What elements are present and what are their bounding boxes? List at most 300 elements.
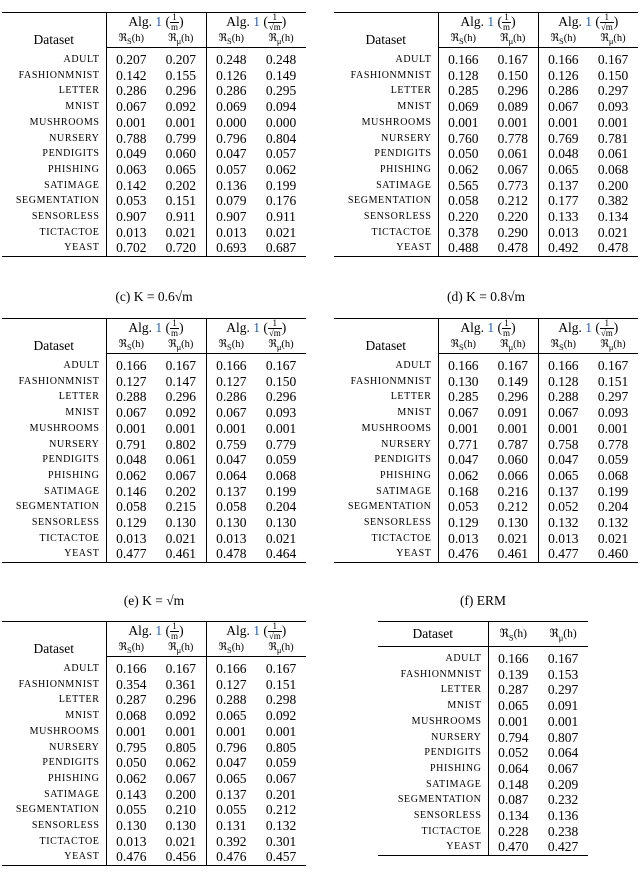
value-cell: 0.130 — [438, 374, 488, 390]
alg-ref-link[interactable]: 1 — [585, 319, 592, 335]
value-cell: 0.136 — [206, 178, 256, 194]
dataset-header: Dataset — [334, 13, 438, 48]
table-row — [334, 99, 638, 115]
table-row — [334, 405, 638, 421]
value-cell: 0.153 — [547, 666, 579, 682]
metric-s-label: ℜ$_S$(h) — [550, 339, 577, 353]
value-cell: 0.050 — [438, 146, 488, 162]
value-cell: 0.065 — [538, 162, 588, 178]
value-cell: 0.127 — [206, 374, 256, 390]
value-cell: 0.799 — [165, 130, 196, 146]
dataset-name: NURSERY — [431, 731, 482, 743]
value-cell: 0.057 — [265, 146, 297, 162]
value-cell: 0.287 — [106, 692, 156, 708]
table-row — [378, 647, 588, 667]
metric-mu-label: ℜ$_\mu$(h) — [549, 627, 577, 643]
value-cell: 0.167 — [497, 52, 528, 67]
value-cell: 0.285 — [438, 83, 488, 99]
table-row — [2, 724, 306, 740]
value-cell: 0.137 — [538, 484, 588, 500]
alg-ref-link[interactable]: 1 — [585, 13, 592, 29]
value-cell: 0.210 — [165, 802, 196, 818]
table-row — [334, 68, 638, 84]
dataset-name: LETTER — [440, 684, 482, 696]
value-cell: 0.130 — [165, 515, 196, 531]
value-cell: 0.687 — [256, 240, 306, 256]
table-row — [378, 839, 588, 855]
frac-1: $\frac{1}{m}$ — [503, 12, 511, 32]
alg-label: Alg. 1 ( $\frac{1}{m}$ ) — [128, 12, 184, 32]
value-cell: 0.052 — [538, 499, 588, 515]
value-cell: 0.457 — [256, 849, 306, 865]
table-row — [2, 209, 306, 225]
alg-label: Alg. 1 ( $\frac{1}{√m}$ ) — [226, 621, 287, 641]
value-cell: 0.013 — [538, 225, 588, 241]
dataset-name: SEGMENTATION — [15, 501, 100, 513]
metric-mu-label: ℜ$_\mu$(h) — [600, 339, 626, 353]
dataset-name: LETTER — [58, 391, 100, 403]
table-row — [2, 48, 306, 68]
dataset-name: TICTACTOE — [39, 532, 100, 544]
results-table — [378, 621, 588, 856]
value-cell: 0.199 — [265, 177, 297, 193]
value-cell: 0.130 — [265, 515, 297, 531]
results-table — [334, 318, 638, 563]
table-row — [378, 808, 588, 824]
value-cell: 0.069 — [438, 99, 488, 115]
value-cell: 0.146 — [106, 484, 156, 500]
value-cell: 0.166 — [206, 657, 256, 677]
value-cell: 0.151 — [265, 676, 297, 692]
table-row — [378, 682, 588, 698]
table-row — [334, 546, 638, 562]
dataset-name: FASHIONMNIST — [350, 375, 432, 387]
table-row — [2, 83, 306, 99]
metric-s-label: ℜ$_S$(h) — [118, 33, 145, 47]
table-row — [334, 437, 638, 453]
value-cell: 0.142 — [106, 178, 156, 194]
value-cell: 0.058 — [106, 499, 156, 515]
dataset-name: PHISHING — [430, 762, 482, 774]
value-cell: 0.131 — [206, 818, 256, 834]
table-f — [378, 621, 588, 856]
value-cell: 0.166 — [438, 354, 488, 374]
value-cell: 0.176 — [265, 193, 297, 209]
value-cell: 0.296 — [165, 83, 196, 99]
value-cell: 0.062 — [265, 161, 297, 177]
table-row — [334, 389, 638, 405]
value-cell: 0.478 — [206, 546, 256, 562]
metric-mu-label: ℜ$_\mu$(h) — [168, 339, 194, 353]
results-table — [334, 12, 638, 257]
value-cell: 0.382 — [597, 193, 629, 209]
value-cell: 0.804 — [265, 130, 297, 146]
value-cell: 0.134 — [597, 209, 629, 225]
value-cell: 0.091 — [497, 405, 528, 421]
value-cell: 0.021 — [165, 530, 196, 546]
value-cell: 0.212 — [497, 499, 528, 515]
value-cell: 0.167 — [165, 358, 196, 373]
value-cell: 0.220 — [497, 209, 528, 225]
value-cell: 0.461 — [156, 546, 206, 562]
value-cell: 0.130 — [106, 818, 156, 834]
dataset-name: TICTACTOE — [39, 835, 100, 847]
value-cell: 0.067 — [165, 467, 196, 483]
value-cell: 0.001 — [165, 723, 196, 739]
value-cell: 0.470 — [488, 839, 538, 855]
value-cell: 0.001 — [106, 115, 156, 131]
metric-mu-label: ℜ$_\mu$(h) — [268, 339, 294, 353]
value-cell: 0.021 — [265, 530, 297, 546]
value-cell: 0.089 — [497, 99, 528, 115]
dataset-name: PHISHING — [380, 163, 432, 175]
value-cell: 0.911 — [266, 209, 296, 225]
value-cell: 0.794 — [488, 730, 538, 746]
dataset-name: FASHIONMNIST — [18, 678, 100, 690]
value-cell: 0.069 — [206, 99, 256, 115]
alg-ref-link[interactable]: 1 — [253, 13, 260, 29]
value-cell: 0.067 — [497, 161, 528, 177]
value-cell: 0.148 — [488, 777, 538, 793]
table-row — [2, 193, 306, 209]
value-cell: 0.207 — [165, 52, 196, 67]
dataset-name: ADULT — [63, 53, 100, 65]
value-cell: 0.228 — [488, 824, 538, 840]
dataset-name: FASHIONMNIST — [350, 69, 432, 81]
metric-s-label: ℜ$_S$(h) — [550, 33, 577, 47]
value-cell: 0.058 — [206, 499, 256, 515]
value-cell: 0.001 — [206, 724, 256, 740]
value-cell: 0.001 — [106, 421, 156, 437]
value-cell: 0.167 — [265, 661, 297, 676]
dataset-name: YEAST — [334, 546, 438, 562]
table-row — [378, 824, 588, 840]
value-cell: 0.150 — [597, 67, 629, 83]
value-cell: 0.048 — [106, 452, 156, 468]
dataset-name: SENSORLESS — [31, 820, 100, 832]
value-cell: 0.301 — [265, 833, 297, 849]
value-cell: 0.378 — [438, 225, 488, 241]
alg-ref-link[interactable]: 1 — [155, 622, 163, 638]
table-row — [2, 115, 306, 131]
value-cell: 0.202 — [165, 177, 196, 193]
value-cell: 0.212 — [497, 193, 528, 209]
dataset-name: SATIMAGE — [376, 179, 432, 191]
dataset-name: ADULT — [63, 662, 100, 674]
value-cell: 0.058 — [438, 193, 488, 209]
table-row — [334, 484, 638, 500]
value-cell: 0.067 — [438, 405, 488, 421]
metric-mu-label: ℜ$_\mu$(h) — [600, 33, 626, 47]
table-row — [2, 755, 306, 771]
value-cell: 0.001 — [206, 421, 256, 437]
value-cell: 0.177 — [538, 193, 588, 209]
table-row — [2, 515, 306, 531]
frac-1: $\frac{1}{m}$ — [171, 318, 179, 338]
value-cell: 0.055 — [206, 802, 256, 818]
value-cell: 0.199 — [597, 483, 629, 499]
value-cell: 0.476 — [438, 546, 488, 562]
value-cell: 0.060 — [165, 146, 196, 162]
value-cell: 0.769 — [538, 131, 588, 147]
value-cell: 0.565 — [438, 178, 488, 194]
value-cell: 0.130 — [206, 515, 256, 531]
table-row — [2, 146, 306, 162]
value-cell: 0.021 — [265, 224, 297, 240]
dataset-name: SEGMENTATION — [15, 195, 100, 207]
dataset-name: YEAST — [2, 546, 106, 562]
table-row — [2, 818, 306, 834]
table-row — [2, 354, 306, 374]
dataset-name: MUSHROOMS — [29, 116, 100, 128]
table-row — [334, 499, 638, 515]
value-cell: 0.134 — [488, 808, 538, 824]
table-row — [2, 452, 306, 468]
table-row — [2, 677, 306, 693]
table-row — [334, 240, 638, 256]
value-cell: 0.053 — [438, 499, 488, 515]
value-cell: 0.057 — [206, 162, 256, 178]
value-cell: 0.061 — [165, 452, 196, 468]
value-cell: 0.065 — [206, 708, 256, 724]
value-cell: 0.067 — [165, 770, 196, 786]
table-row — [2, 802, 306, 818]
value-cell: 0.137 — [206, 787, 256, 803]
value-cell: 0.063 — [106, 162, 156, 178]
dataset-name: SATIMAGE — [376, 485, 432, 497]
value-cell: 0.354 — [106, 677, 156, 693]
table-row — [2, 131, 306, 147]
value-cell: 0.001 — [538, 421, 588, 437]
dataset-name: MUSHROOMS — [29, 422, 100, 434]
value-cell: 0.067 — [265, 770, 297, 786]
value-cell: 0.013 — [106, 834, 156, 850]
alg-label: Alg. 1 ( $\frac{1}{√m}$ ) — [226, 318, 287, 338]
table-row — [334, 48, 638, 68]
value-cell: 0.795 — [106, 740, 156, 756]
dataset-name: NURSERY — [49, 132, 100, 144]
value-cell: 0.297 — [597, 83, 629, 99]
value-cell: 0.132 — [265, 818, 297, 834]
value-cell: 0.151 — [597, 373, 629, 389]
dataset-header: Dataset — [334, 319, 438, 354]
value-cell: 0.296 — [497, 389, 528, 405]
value-cell: 0.126 — [206, 68, 256, 84]
value-cell: 0.127 — [206, 677, 256, 693]
value-cell: 0.771 — [438, 437, 488, 453]
dataset-name: SENSORLESS — [31, 517, 100, 529]
value-cell: 0.142 — [106, 68, 156, 84]
value-cell: 0.478 — [488, 240, 538, 256]
value-cell: 0.361 — [165, 676, 196, 692]
value-cell: 0.166 — [106, 657, 156, 677]
alg-label: Alg. 1 ( $\frac{1}{m}$ ) — [460, 12, 516, 32]
value-cell: 0.092 — [265, 708, 297, 724]
dataset-name: MUSHROOMS — [411, 715, 482, 727]
value-cell: 0.166 — [538, 354, 588, 374]
table-row — [2, 421, 306, 437]
value-cell: 0.049 — [106, 146, 156, 162]
dataset-name: MUSHROOMS — [361, 422, 432, 434]
value-cell: 0.297 — [597, 389, 629, 405]
dataset-name: NURSERY — [49, 438, 100, 450]
dataset-name: YEAST — [378, 839, 488, 855]
value-cell: 0.199 — [265, 483, 297, 499]
value-cell: 0.791 — [106, 437, 156, 453]
metric-mu-label: ℜ$_\mu$(h) — [500, 339, 526, 353]
value-cell: 0.238 — [547, 823, 579, 839]
value-cell: 0.064 — [206, 468, 256, 484]
value-cell: 0.001 — [165, 420, 196, 436]
value-cell: 0.204 — [265, 499, 297, 515]
table-row — [2, 787, 306, 803]
value-cell: 0.001 — [106, 724, 156, 740]
table-row — [2, 484, 306, 500]
frac-1: $\frac{1}{m}$ — [171, 621, 179, 641]
value-cell: 0.001 — [597, 420, 629, 436]
value-cell: 0.296 — [497, 83, 528, 99]
dataset-name: LETTER — [390, 391, 432, 403]
value-cell: 0.167 — [547, 651, 579, 666]
value-cell: 0.295 — [265, 83, 297, 99]
table-row — [2, 374, 306, 390]
value-cell: 0.052 — [488, 745, 538, 761]
value-cell: 0.013 — [206, 531, 256, 547]
value-cell: 0.064 — [547, 745, 579, 761]
alg-label: Alg. 1 ( $\frac{1}{√m}$ ) — [558, 12, 619, 32]
value-cell: 0.779 — [265, 436, 297, 452]
value-cell: 0.068 — [265, 467, 297, 483]
alg-ref-link[interactable]: 1 — [487, 319, 495, 335]
dataset-name: SATIMAGE — [426, 778, 482, 790]
alg-ref-link[interactable]: 1 — [487, 13, 495, 29]
value-cell: 0.001 — [497, 420, 528, 436]
value-cell: 0.130 — [165, 818, 196, 834]
table-row — [2, 834, 306, 850]
value-cell: 0.013 — [438, 531, 488, 547]
value-cell: 0.126 — [538, 68, 588, 84]
dataset-name: PHISHING — [48, 772, 100, 784]
value-cell: 0.285 — [438, 389, 488, 405]
value-cell: 0.296 — [165, 692, 196, 708]
dataset-header: Dataset — [2, 319, 106, 354]
dataset-header: Dataset — [2, 622, 106, 657]
dataset-name: ADULT — [63, 359, 100, 371]
metric-s-label: ℜ$_S$(h) — [218, 339, 245, 353]
alg-ref-link[interactable]: 1 — [253, 319, 260, 335]
dataset-name: YEAST — [334, 240, 438, 256]
dataset-name: SEGMENTATION — [15, 804, 100, 816]
value-cell: 0.092 — [165, 405, 196, 421]
metric-s-label: ℜ$_S$(h) — [118, 642, 145, 656]
value-cell: 0.167 — [165, 661, 196, 676]
dataset-name: YEAST — [2, 240, 106, 256]
table-row — [2, 225, 306, 241]
value-cell: 0.047 — [206, 146, 256, 162]
value-cell: 0.055 — [106, 802, 156, 818]
metric-s-label: ℜ$_S$(h) — [218, 642, 245, 656]
value-cell: 0.065 — [165, 161, 196, 177]
value-cell: 0.201 — [265, 786, 297, 802]
metric-s-label: ℜ$_S$(h) — [450, 33, 477, 47]
dataset-name: SEGMENTATION — [397, 794, 482, 806]
value-cell: 0.907 — [106, 209, 156, 225]
dataset-name: YEAST — [2, 849, 106, 865]
value-cell: 0.151 — [165, 193, 196, 209]
table-row — [2, 468, 306, 484]
table-row — [2, 389, 306, 405]
table-a — [2, 12, 306, 257]
table-row — [2, 499, 306, 515]
table-row — [2, 546, 306, 562]
dataset-name: SENSORLESS — [363, 211, 432, 223]
value-cell: 0.204 — [597, 499, 629, 515]
alg-ref-link[interactable]: 1 — [155, 319, 163, 335]
value-cell: 0.143 — [106, 787, 156, 803]
value-cell: 0.092 — [165, 99, 196, 115]
value-cell: 0.127 — [106, 374, 156, 390]
value-cell: 0.067 — [547, 760, 579, 776]
value-cell: 0.067 — [106, 405, 156, 421]
results-table — [2, 12, 306, 257]
value-cell: 0.296 — [265, 389, 297, 405]
table-row — [2, 405, 306, 421]
table-row — [334, 209, 638, 225]
value-cell: 0.013 — [106, 225, 156, 241]
value-cell: 0.477 — [538, 546, 588, 562]
value-cell: 0.166 — [538, 48, 588, 68]
table-row — [334, 193, 638, 209]
value-cell: 0.047 — [206, 755, 256, 771]
table-row — [334, 354, 638, 374]
value-cell: 0.167 — [597, 358, 629, 373]
table-row — [378, 792, 588, 808]
metric-s-label: ℜ$_S$(h) — [118, 339, 145, 353]
value-cell: 0.805 — [265, 739, 297, 755]
value-cell: 0.062 — [438, 162, 488, 178]
dataset-name: PENDIGITS — [374, 454, 432, 466]
dataset-name: MUSHROOMS — [361, 116, 432, 128]
alg-label: Alg. 1 ( $\frac{1}{√m}$ ) — [558, 318, 619, 338]
value-cell: 0.248 — [265, 52, 297, 67]
value-cell: 0.132 — [538, 515, 588, 531]
value-cell: 0.061 — [597, 146, 629, 162]
value-cell: 0.298 — [265, 692, 297, 708]
dataset-name: PHISHING — [48, 163, 100, 175]
value-cell: 0.286 — [106, 83, 156, 99]
dataset-name: MNIST — [65, 710, 100, 722]
value-cell: 0.062 — [106, 771, 156, 787]
value-cell: 0.067 — [106, 99, 156, 115]
value-cell: 0.064 — [488, 761, 538, 777]
value-cell: 0.021 — [597, 530, 629, 546]
metric-mu-label: ℜ$_\mu$(h) — [268, 33, 294, 47]
results-table — [2, 318, 306, 563]
value-cell: 0.720 — [156, 240, 206, 256]
value-cell: 0.796 — [206, 131, 256, 147]
dataset-name: TICTACTOE — [421, 825, 482, 837]
value-cell: 0.297 — [547, 682, 579, 698]
value-cell: 0.209 — [547, 776, 579, 792]
dataset-name: PENDIGITS — [42, 454, 100, 466]
alg-ref-link[interactable]: 1 — [155, 13, 163, 29]
value-cell: 0.129 — [438, 515, 488, 531]
value-cell: 0.202 — [165, 483, 196, 499]
alg-ref-link[interactable]: 1 — [253, 622, 260, 638]
dataset-name: MNIST — [397, 101, 432, 113]
table-row — [334, 83, 638, 99]
value-cell: 0.001 — [597, 114, 629, 130]
